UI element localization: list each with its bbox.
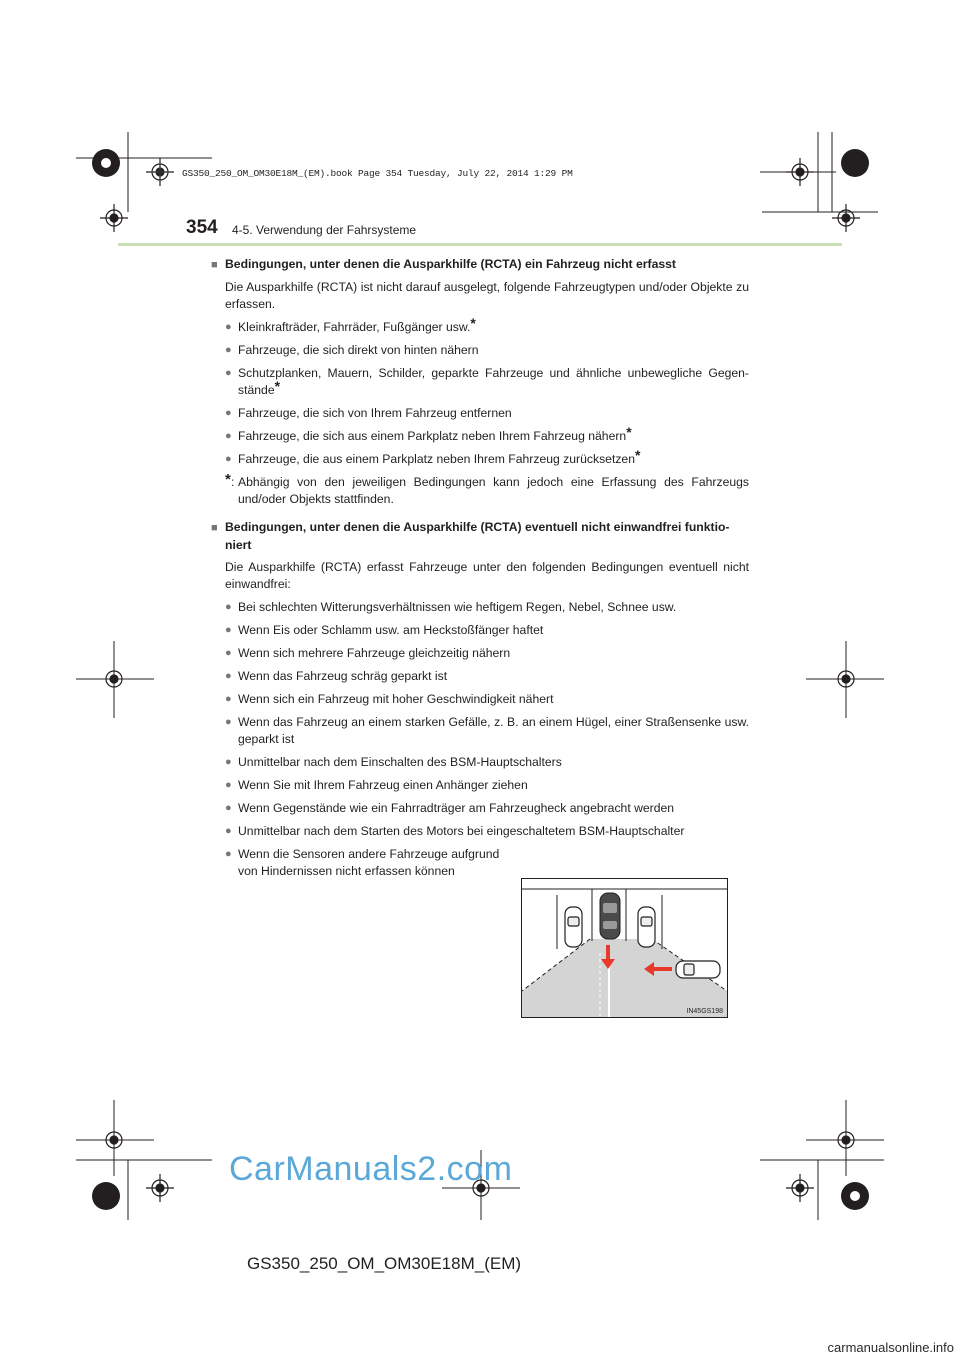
list-item: ● Wenn Eis oder Schlamm usw. am Heckstoßfänger haftet <box>225 623 544 637</box>
round-bullet-icon: ● <box>225 756 232 768</box>
list-item: ● Bei schlechten Witterungsverhältnissen wie heftigem Regen, Nebel, Schnee usw. <box>225 600 677 614</box>
list-item: ● Unmittelbar nach dem Einschalten des BSM-Hauptschalters <box>225 755 562 769</box>
square-bullet-icon: ■ <box>211 259 218 271</box>
parking-scene-graphic <box>522 879 727 1017</box>
list-item: ● Wenn Sie mit Ihrem Fahrzeug einen Anhänger ziehen <box>225 778 528 792</box>
approaching-car-icon <box>676 961 720 978</box>
list-item: ● Wenn sich ein Fahrzeug mit hoher Geschwindigkeit nähert <box>225 692 554 706</box>
list-item: ● Wenn das Fahrzeug an einem starken Gefälle, z. B. an einem Hügel, einer Straßensenke usw. geparkt ist <box>225 715 749 746</box>
round-bullet-icon: ● <box>225 693 232 705</box>
list-item: ● Fahrzeuge, die sich aus einem Parkplatz neben Ihrem Fahrzeug nähern* <box>225 424 632 443</box>
round-bullet-icon: ● <box>225 407 232 419</box>
list-item: ● Wenn die Sensoren andere Fahrzeuge aufgrund von Hindernissen nicht erfassen können <box>225 847 500 878</box>
round-bullet-icon: ● <box>225 647 232 659</box>
watermark-logo: CarManuals2.com <box>229 1150 513 1188</box>
list-item: ● Fahrzeuge, die sich von Ihrem Fahrzeug entfernen <box>225 406 512 420</box>
header-divider <box>118 243 842 246</box>
section2-heading: ■ Bedingungen, unter denen die Ausparkhilfe (RCTA) eventuell nicht einwandfrei funktio-niert <box>211 520 730 552</box>
own-vehicle-icon <box>600 893 620 939</box>
round-bullet-icon: ● <box>225 601 232 613</box>
round-bullet-icon: ● <box>225 670 232 682</box>
list-item: ● Kleinkrafträder, Fahrräder, Fußgänger usw.* <box>225 315 476 334</box>
list-item: ● Schutzplanken, Mauern, Schilder, geparkte Fahrzeuge und ähnliche unbewegliche Gegen-stände* <box>225 366 749 397</box>
round-bullet-icon: ● <box>225 825 232 837</box>
list-item: ● Fahrzeuge, die aus einem Parkplatz neben Ihrem Fahrzeug zurücksetzen* <box>225 447 641 466</box>
section1-intro: Die Ausparkhilfe (RCTA) ist nicht darauf ausgelegt, folgende Fahrzeugtypen und/oder Objekte zu erfassen. <box>225 280 749 311</box>
round-bullet-icon: ● <box>225 779 232 791</box>
section2-intro: Die Ausparkhilfe (RCTA) erfasst Fahrzeuge unter den folgenden Bedingungen eventuell nicht einwandfrei: <box>225 560 749 591</box>
list-item: ● Fahrzeuge, die sich direkt von hinten nähern <box>225 343 479 357</box>
round-bullet-icon: ● <box>225 367 232 379</box>
list-item: ● Unmittelbar nach dem Starten des Motors bei eingeschaltetem BSM-Hauptschalter <box>225 824 685 838</box>
section-title: 4-5. Verwendung der Fahrsysteme <box>232 223 417 237</box>
rcta-parking-illustration <box>521 878 728 1018</box>
list-item: ● Wenn sich mehrere Fahrzeuge gleichzeitig nähern <box>225 646 511 660</box>
list-item: ● Wenn das Fahrzeug schräg geparkt ist <box>225 669 448 683</box>
round-bullet-icon: ● <box>225 848 232 860</box>
section1-heading: ■ Bedingungen, unter denen die Ausparkhilfe (RCTA) ein Fahrzeug nicht erfasst <box>211 256 749 274</box>
figure-id: IN45GS198 <box>686 1008 723 1015</box>
bottom-watermark: carmanualsonline.info <box>827 1340 954 1355</box>
page-content <box>211 256 749 880</box>
round-bullet-icon: ● <box>225 453 232 465</box>
round-bullet-icon: ● <box>225 321 232 333</box>
page-number: 354 <box>186 217 218 238</box>
round-bullet-icon: ● <box>225 802 232 814</box>
round-bullet-icon: ● <box>225 624 232 636</box>
round-bullet-icon: ● <box>225 430 232 442</box>
list-item: ● Wenn Gegenstände wie ein Fahrradträger am Fahrzeugheck angebracht werden <box>225 801 675 815</box>
print-book-info: GS350_250_OM_OM30E18M_(EM).book Page 354 Tuesday, July 22, 2014 1:29 PM <box>182 168 573 179</box>
footer-doc-code: GS350_250_OM_OM30E18M_(EM) <box>247 1254 522 1273</box>
footnote: * : Abhängig von den jeweiligen Bedingungen kann jedoch eine Erfassung des Fahrzeugs und/oder Objekts stattfinden. <box>225 471 749 506</box>
round-bullet-icon: ● <box>225 344 232 356</box>
round-bullet-icon: ● <box>225 716 232 728</box>
square-bullet-icon: ■ <box>211 522 218 534</box>
